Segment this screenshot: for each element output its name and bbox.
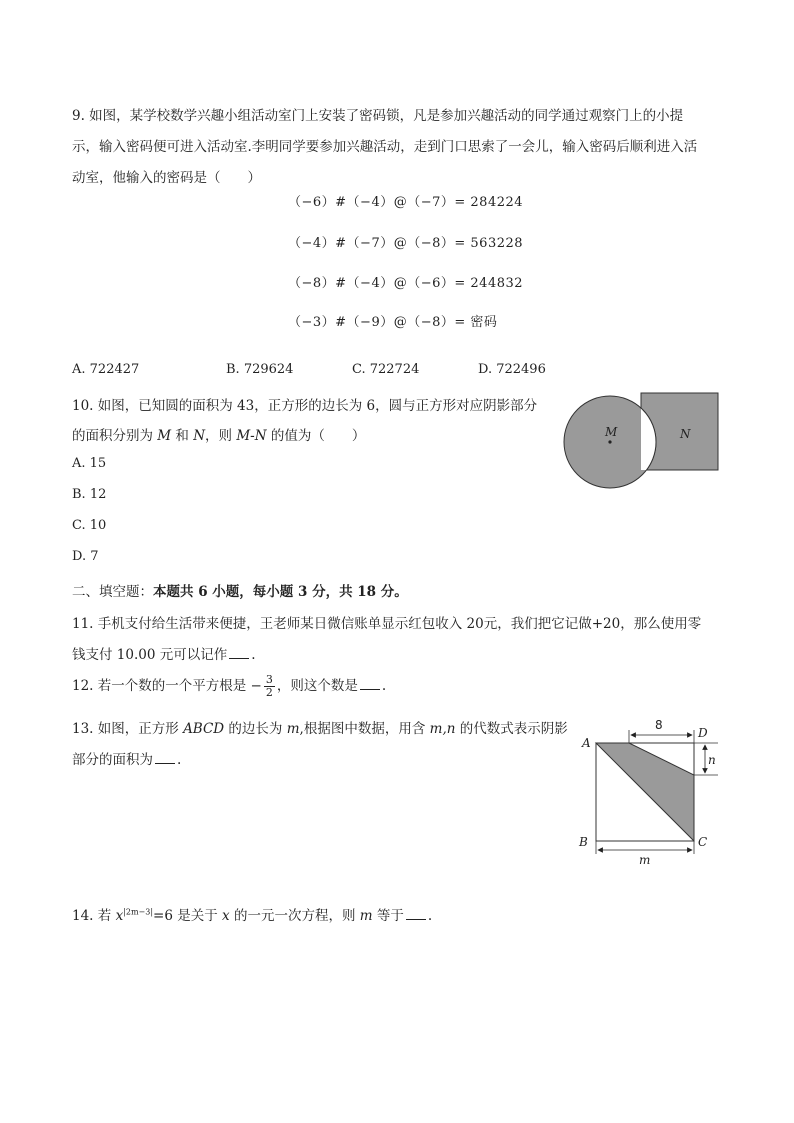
q10-option-b: B. 12 <box>72 487 107 502</box>
q9-line1: 9. 如图，某学校数学兴趣小组活动室门上安装了密码锁，凡是参加兴趣活动的同学通过观察门上的小提 <box>72 108 684 124</box>
q11-line1: 11. 手机支付给生活带来便捷，王老师某日微信账单显示红包收入 20元，我们把它记做+20，那么使用零 <box>72 616 702 632</box>
q9-equation-3: （−8）#（−4）@（−6）= 244832 <box>288 276 524 291</box>
q13-label-m: m <box>639 853 651 867</box>
q10-option-a: A. 15 <box>72 456 107 471</box>
q12-text: 12. 若一个数的一个平方根是 − <box>72 678 262 694</box>
section2-heading <box>72 580 408 600</box>
q14-line <box>72 904 432 924</box>
q14-text: 的一元一次方程，则 <box>229 908 360 924</box>
q10-option-d: D. 7 <box>72 549 99 564</box>
q13-line2 <box>72 748 181 768</box>
q13-label-8: 8 <box>655 718 663 732</box>
q10-line1: 10. 如图，已知圆的面积为 43，正方形的边长为 6，圆与正方形对应阴影部分 <box>72 398 538 414</box>
section2-bold-text: 本题共 6 小题，每小题 3 分，共 18 分。 <box>153 584 408 600</box>
q12-text: ，则这个数是 <box>276 678 358 694</box>
q13-square-figure <box>575 712 725 870</box>
q9-line2: 示，输入密码便可进入活动室.李明同学要参加兴趣活动，走到门口思索了一会儿，输入密码后顺利进入活 <box>72 139 698 155</box>
q10-option-c: C. 10 <box>72 518 107 533</box>
q10-text: 的面积分别为 <box>72 428 158 444</box>
q13-abcd: ABCD <box>183 721 225 737</box>
q11-line2 <box>72 643 256 663</box>
q13-label-b: B <box>579 835 588 849</box>
q13-text: 部分的面积为 <box>72 752 153 768</box>
q13-text: 的代数式表示阴影 <box>455 721 568 737</box>
q13-label-a: A <box>582 736 591 750</box>
q14-base: x <box>115 908 124 924</box>
q11-text: 钱支付 10.00 元可以记作 <box>72 647 228 663</box>
q9-equation-2: （−4）#（−7）@（−8）= 563228 <box>288 236 524 251</box>
q13-label-c: C <box>698 835 708 849</box>
q14-text-end: . <box>427 908 433 924</box>
q13-text: 的边长为 <box>224 721 287 737</box>
q10-text: ，则 <box>205 428 237 444</box>
q10-text: 和 <box>171 428 194 444</box>
q11-answer-blank[interactable] <box>229 646 249 659</box>
q14-text: 等于 <box>372 908 404 924</box>
q14-var-x: x <box>222 908 230 924</box>
q12-answer-blank[interactable] <box>360 677 380 690</box>
q9-equation-4: （−3）#（−9）@（−8）= 密码 <box>288 315 498 330</box>
q9-line3: 动室，他输入的密码是（ ） <box>72 170 261 186</box>
q10-expr: M-N <box>236 428 267 444</box>
q10-label-m: M <box>605 425 618 439</box>
q10-var-m: M <box>157 428 172 444</box>
q13-line1 <box>72 717 568 737</box>
q12-fraction <box>264 674 275 699</box>
q9-equation-1: （−6）#（−4）@（−7）= 284224 <box>288 195 524 210</box>
q14-var-m: m <box>359 908 373 924</box>
q14-answer-blank[interactable] <box>406 907 426 920</box>
section2-prefix: 二、填空题： <box>72 584 153 600</box>
q9-option-c: C. 722724 <box>352 362 420 377</box>
q10-var-n: N <box>193 428 206 444</box>
q13-answer-blank[interactable] <box>155 751 175 764</box>
q10-text: 的值为（ ） <box>266 428 366 444</box>
q13-text-end: . <box>177 752 182 768</box>
q13-label-n: n <box>708 753 716 767</box>
q10-label-n: N <box>680 427 691 441</box>
q12-fraction-numerator: 3 <box>265 673 273 686</box>
q10-circle-square-figure <box>560 388 725 496</box>
q11-text-end: . <box>251 647 256 663</box>
q13-label-d: D <box>698 726 708 740</box>
q12-line <box>72 674 386 699</box>
q10-circle-center <box>608 440 611 443</box>
q13-text: 13. 如图，正方形 <box>72 721 184 737</box>
q13-vars-mn: m,n <box>429 721 456 737</box>
q12-fraction-denominator: 2 <box>265 686 273 699</box>
q13-text: ,根据图中数据，用含 <box>299 721 430 737</box>
q10-line2 <box>72 424 365 444</box>
q13-var-m: m <box>286 721 300 737</box>
q9-option-d: D. 722496 <box>478 362 546 377</box>
q9-option-b: B. 729624 <box>226 362 294 377</box>
q14-exponent: |2m−3| <box>123 907 154 917</box>
q14-text: 14. 若 <box>72 908 116 924</box>
q14-text: =6 是关于 <box>153 908 223 924</box>
q13-shaded-region <box>596 743 694 841</box>
q9-option-a: A. 722427 <box>72 362 140 377</box>
q12-text-end: . <box>381 678 387 694</box>
